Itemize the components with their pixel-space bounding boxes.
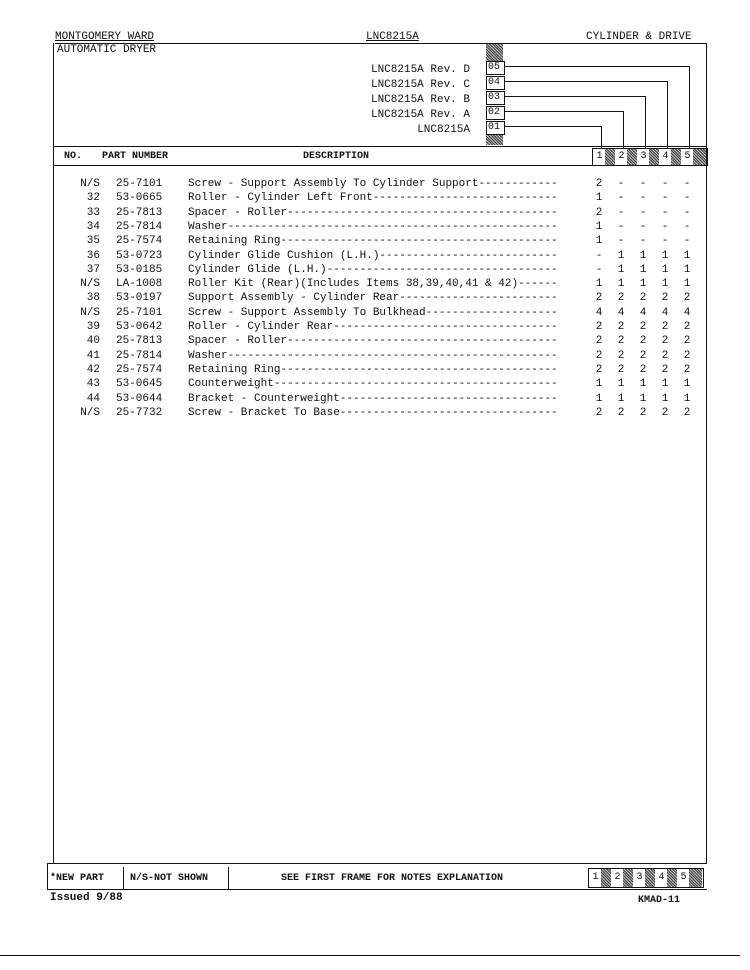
row-part-number: 25-7732 bbox=[116, 406, 163, 419]
model-shade-bottom bbox=[486, 135, 503, 145]
row-description: Screw - Bracket To Base--------------------------------- bbox=[188, 406, 558, 419]
row-qty-model-1: 2 bbox=[595, 406, 603, 419]
footer-shade-3 bbox=[645, 869, 655, 887]
page-bottom-rule bbox=[0, 955, 740, 956]
row-description: Roller - Cylinder Rear---------------------------------- bbox=[188, 321, 558, 333]
table-row bbox=[0, 393, 750, 407]
row-qty-model-2: - bbox=[617, 206, 625, 219]
row-part-number: 53-0644 bbox=[116, 392, 163, 405]
row-qty-model-5: 2 bbox=[683, 321, 691, 333]
table-row bbox=[0, 335, 750, 349]
row-qty-model-5: - bbox=[683, 178, 691, 190]
row-part-number: 25-7813 bbox=[116, 206, 163, 219]
row-qty-model-2: - bbox=[617, 178, 625, 190]
row-qty-model-1: 1 bbox=[595, 378, 603, 391]
table-row bbox=[0, 321, 750, 335]
row-part-number: 25-7101 bbox=[116, 306, 163, 319]
section-title: CYLINDER & DRIVE bbox=[586, 31, 692, 43]
model-col-shade-1 bbox=[605, 149, 615, 165]
connector-04-h bbox=[504, 81, 668, 82]
footer-div-2 bbox=[228, 867, 229, 889]
footer-shade-4 bbox=[667, 869, 677, 887]
row-qty-model-3: - bbox=[639, 220, 647, 233]
issued-date: Issued 9/88 bbox=[50, 892, 123, 904]
row-qty-model-2: 2 bbox=[617, 335, 625, 348]
row-qty-model-2: 2 bbox=[617, 406, 625, 419]
row-item-number: 38 bbox=[86, 292, 100, 305]
header-rule-bottom bbox=[53, 165, 707, 166]
row-description: Spacer - Roller----------------------------------------- bbox=[188, 206, 558, 219]
row-description: Washer-------------------------------------------------- bbox=[188, 220, 558, 233]
row-part-number: 25-7814 bbox=[116, 220, 163, 233]
row-part-number: 53-0185 bbox=[116, 263, 163, 276]
row-description: Screw - Support Assembly To Cylinder Support------------ bbox=[188, 178, 558, 190]
model-code-04: 04 bbox=[486, 76, 505, 90]
row-qty-model-5: 2 bbox=[683, 292, 691, 305]
row-qty-model-2: - bbox=[617, 220, 625, 233]
model-col-shade-2 bbox=[627, 149, 637, 165]
row-qty-model-4: 2 bbox=[661, 406, 669, 419]
row-qty-model-4: 1 bbox=[661, 249, 669, 262]
left-rule bbox=[53, 43, 54, 863]
row-qty-model-2: - bbox=[617, 235, 625, 248]
row-description: Cylinder Glide (L.H.)----------------------------------- bbox=[188, 263, 558, 276]
footer-left-edge bbox=[47, 863, 48, 890]
row-qty-model-3: 2 bbox=[639, 406, 647, 419]
row-description: Screw - Support Assembly To Bulkhead-------------------- bbox=[188, 306, 558, 319]
table-row bbox=[0, 221, 750, 235]
row-qty-model-3: - bbox=[639, 206, 647, 219]
row-part-number: 25-7574 bbox=[116, 235, 163, 248]
row-part-number: 25-7813 bbox=[116, 335, 163, 348]
table-row bbox=[0, 264, 750, 278]
model-code-03: 03 bbox=[486, 91, 505, 105]
row-part-number: 53-0642 bbox=[116, 321, 163, 333]
footer-model-1: 1 bbox=[592, 872, 599, 883]
row-qty-model-5: - bbox=[683, 192, 691, 205]
model-col-shade-4 bbox=[671, 149, 681, 165]
row-qty-model-4: - bbox=[661, 178, 669, 190]
row-qty-model-4: 1 bbox=[661, 278, 669, 291]
row-qty-model-1: 1 bbox=[595, 192, 603, 205]
row-item-number: 39 bbox=[86, 321, 100, 333]
row-qty-model-4: 4 bbox=[661, 306, 669, 319]
row-qty-model-3: - bbox=[639, 178, 647, 190]
model-col-4: 4 bbox=[662, 151, 669, 162]
row-description: Roller Kit (Rear)(Includes Items 38,39,40,41 & 42)------ bbox=[188, 278, 558, 291]
row-item-number: N/S bbox=[80, 406, 100, 419]
connector-04-v bbox=[667, 81, 668, 148]
row-qty-model-1: 2 bbox=[595, 206, 603, 219]
row-qty-model-3: 1 bbox=[639, 263, 647, 276]
row-qty-model-4: 2 bbox=[661, 292, 669, 305]
row-qty-model-1: 2 bbox=[595, 321, 603, 333]
connector-02-h bbox=[504, 111, 624, 112]
model-name-3: LNC8215A Rev. B bbox=[370, 94, 470, 106]
product-title: AUTOMATIC DRYER bbox=[57, 44, 157, 56]
row-description: Retaining Ring------------------------------------------ bbox=[188, 235, 558, 248]
row-qty-model-1: - bbox=[595, 263, 603, 276]
row-qty-model-3: 1 bbox=[639, 392, 647, 405]
row-part-number: 25-7814 bbox=[116, 349, 163, 362]
row-part-number: 25-7101 bbox=[116, 178, 163, 190]
row-qty-model-2: 1 bbox=[617, 249, 625, 262]
row-item-number: 40 bbox=[86, 335, 100, 348]
model-name-5: LNC8215A Rev. D bbox=[370, 64, 470, 76]
footer-not-shown: N/S-NOT SHOWN bbox=[130, 873, 209, 884]
model-name-1: LNC8215A bbox=[417, 124, 470, 136]
row-item-number: 36 bbox=[86, 249, 100, 262]
brand-title: MONTGOMERY WARD bbox=[55, 31, 155, 43]
model-code-01: 01 bbox=[486, 121, 505, 135]
row-qty-model-2: 1 bbox=[617, 278, 625, 291]
table-row bbox=[0, 307, 750, 321]
model-col-shade-3 bbox=[649, 149, 659, 165]
model-col-1: 1 bbox=[596, 151, 603, 162]
footer-shade-1 bbox=[601, 869, 611, 887]
row-qty-model-5: - bbox=[683, 220, 691, 233]
model-name-2: LNC8215A Rev. A bbox=[370, 109, 470, 121]
row-item-number: 42 bbox=[86, 363, 100, 376]
row-qty-model-1: 2 bbox=[595, 292, 603, 305]
col-no: NO. bbox=[64, 151, 83, 162]
row-description: Support Assembly - Cylinder Rear------------------------ bbox=[188, 292, 558, 305]
row-qty-model-3: - bbox=[639, 235, 647, 248]
row-qty-model-5: 1 bbox=[683, 392, 691, 405]
row-qty-model-3: 2 bbox=[639, 349, 647, 362]
row-qty-model-1: - bbox=[595, 249, 603, 262]
row-qty-model-4: 2 bbox=[661, 349, 669, 362]
model-col-3: 3 bbox=[640, 151, 647, 162]
model-code-02: 02 bbox=[486, 106, 505, 120]
footer-rule-bottom bbox=[47, 889, 707, 890]
row-qty-model-2: 4 bbox=[617, 306, 625, 319]
row-description: Spacer - Roller----------------------------------------- bbox=[188, 335, 558, 348]
row-qty-model-5: 2 bbox=[683, 406, 691, 419]
table-row bbox=[0, 235, 750, 249]
table-row bbox=[0, 250, 750, 264]
row-qty-model-1: 1 bbox=[595, 392, 603, 405]
row-qty-model-2: 2 bbox=[617, 321, 625, 333]
footer-rule-top bbox=[47, 863, 707, 864]
model-code-05: 05 bbox=[486, 61, 505, 75]
row-qty-model-5: 1 bbox=[683, 249, 691, 262]
col-description: DESCRIPTION bbox=[303, 151, 370, 162]
model-name-4: LNC8215A Rev. C bbox=[370, 79, 470, 91]
row-qty-model-4: - bbox=[661, 206, 669, 219]
row-description: Cylinder Glide Cushion (L.H.)--------------------------- bbox=[188, 249, 558, 262]
row-qty-model-5: - bbox=[683, 235, 691, 248]
connector-05-v bbox=[689, 66, 690, 148]
footer-model-3: 3 bbox=[636, 872, 643, 883]
model-col-2: 2 bbox=[618, 151, 625, 162]
header-rule bbox=[53, 146, 707, 147]
row-part-number: LA-1008 bbox=[116, 278, 163, 291]
connector-03-v bbox=[645, 96, 646, 148]
footer-model-2: 2 bbox=[614, 872, 621, 883]
table-row bbox=[0, 407, 750, 421]
row-qty-model-5: 1 bbox=[683, 263, 691, 276]
row-qty-model-4: - bbox=[661, 192, 669, 205]
footer-div-1 bbox=[123, 867, 124, 889]
row-item-number: N/S bbox=[80, 306, 100, 319]
row-qty-model-2: 1 bbox=[617, 263, 625, 276]
row-qty-model-5: 1 bbox=[683, 278, 691, 291]
row-qty-model-3: - bbox=[639, 192, 647, 205]
row-qty-model-3: 2 bbox=[639, 321, 647, 333]
row-qty-model-4: 1 bbox=[661, 392, 669, 405]
row-qty-model-5: 1 bbox=[683, 378, 691, 391]
model-col-5: 5 bbox=[684, 151, 691, 162]
row-qty-model-2: 2 bbox=[617, 292, 625, 305]
table-row bbox=[0, 378, 750, 392]
table-row bbox=[0, 192, 750, 206]
table-row bbox=[0, 350, 750, 364]
row-qty-model-3: 2 bbox=[639, 335, 647, 348]
row-qty-model-2: 2 bbox=[617, 349, 625, 362]
row-qty-model-4: 2 bbox=[661, 321, 669, 333]
model-shade-top bbox=[486, 44, 503, 61]
connector-05-h bbox=[504, 66, 690, 67]
page-code: KMAD-11 bbox=[638, 895, 681, 906]
row-item-number: 37 bbox=[86, 263, 100, 276]
row-qty-model-2: 2 bbox=[617, 363, 625, 376]
row-qty-model-3: 4 bbox=[639, 306, 647, 319]
row-qty-model-5: 2 bbox=[683, 363, 691, 376]
row-qty-model-4: 2 bbox=[661, 335, 669, 348]
row-qty-model-5: 4 bbox=[683, 306, 691, 319]
footer-model-5: 5 bbox=[680, 872, 687, 883]
right-rule bbox=[706, 43, 707, 863]
row-qty-model-4: - bbox=[661, 220, 669, 233]
row-description: Retaining Ring------------------------------------------ bbox=[188, 363, 558, 376]
row-qty-model-4: 1 bbox=[661, 378, 669, 391]
row-qty-model-5: 2 bbox=[683, 335, 691, 348]
row-qty-model-5: 2 bbox=[683, 349, 691, 362]
row-qty-model-2: 1 bbox=[617, 392, 625, 405]
row-part-number: 53-0665 bbox=[116, 192, 163, 205]
row-qty-model-3: 1 bbox=[639, 378, 647, 391]
row-description: Washer-------------------------------------------------- bbox=[188, 349, 558, 362]
row-qty-model-2: 1 bbox=[617, 378, 625, 391]
footer-model-4: 4 bbox=[658, 872, 665, 883]
row-item-number: N/S bbox=[80, 178, 100, 190]
row-description: Roller - Cylinder Left Front---------------------------- bbox=[188, 192, 558, 205]
table-row bbox=[0, 292, 750, 306]
connector-03-h bbox=[504, 96, 646, 97]
row-qty-model-4: 1 bbox=[661, 263, 669, 276]
row-qty-model-4: - bbox=[661, 235, 669, 248]
row-item-number: 34 bbox=[86, 220, 100, 233]
row-qty-model-3: 2 bbox=[639, 292, 647, 305]
row-item-number: N/S bbox=[80, 278, 100, 291]
footer-shade-2 bbox=[623, 869, 633, 887]
model-col-shade-5 bbox=[693, 149, 706, 165]
footer-shade-5 bbox=[689, 869, 702, 887]
row-item-number: 32 bbox=[86, 192, 100, 205]
footer-new-part: *NEW PART bbox=[50, 873, 105, 884]
row-description: Counterweight------------------------------------------- bbox=[188, 378, 558, 391]
row-qty-model-1: 1 bbox=[595, 235, 603, 248]
row-part-number: 53-0197 bbox=[116, 292, 163, 305]
row-item-number: 35 bbox=[86, 235, 100, 248]
row-qty-model-1: 1 bbox=[595, 220, 603, 233]
row-qty-model-1: 2 bbox=[595, 349, 603, 362]
row-description: Bracket - Counterweight--------------------------------- bbox=[188, 392, 558, 405]
row-qty-model-1: 2 bbox=[595, 178, 603, 190]
model-code-title: LNC8215A bbox=[366, 31, 419, 43]
table-row bbox=[0, 207, 750, 221]
row-qty-model-1: 2 bbox=[595, 363, 603, 376]
col-part-number: PART NUMBER bbox=[102, 151, 169, 162]
row-part-number: 53-0645 bbox=[116, 378, 163, 391]
row-part-number: 25-7574 bbox=[116, 363, 163, 376]
row-qty-model-3: 1 bbox=[639, 278, 647, 291]
row-qty-model-3: 1 bbox=[639, 249, 647, 262]
connector-01-v bbox=[601, 126, 602, 148]
row-qty-model-2: - bbox=[617, 192, 625, 205]
row-qty-model-4: 2 bbox=[661, 363, 669, 376]
table-row bbox=[0, 178, 750, 192]
model-number-header bbox=[592, 148, 708, 166]
table-row bbox=[0, 278, 750, 292]
row-qty-model-3: 2 bbox=[639, 363, 647, 376]
row-item-number: 41 bbox=[86, 349, 100, 362]
row-qty-model-1: 2 bbox=[595, 335, 603, 348]
row-part-number: 53-0723 bbox=[116, 249, 163, 262]
row-item-number: 43 bbox=[86, 378, 100, 391]
table-row bbox=[0, 364, 750, 378]
row-qty-model-5: - bbox=[683, 206, 691, 219]
row-item-number: 33 bbox=[86, 206, 100, 219]
footer-notes: SEE FIRST FRAME FOR NOTES EXPLANATION bbox=[281, 873, 504, 884]
connector-01-h bbox=[504, 126, 602, 127]
row-qty-model-1: 4 bbox=[595, 306, 603, 319]
footer-model-number-box bbox=[588, 868, 704, 888]
row-item-number: 44 bbox=[86, 392, 100, 405]
row-qty-model-1: 1 bbox=[595, 278, 603, 291]
connector-02-v bbox=[623, 111, 624, 148]
